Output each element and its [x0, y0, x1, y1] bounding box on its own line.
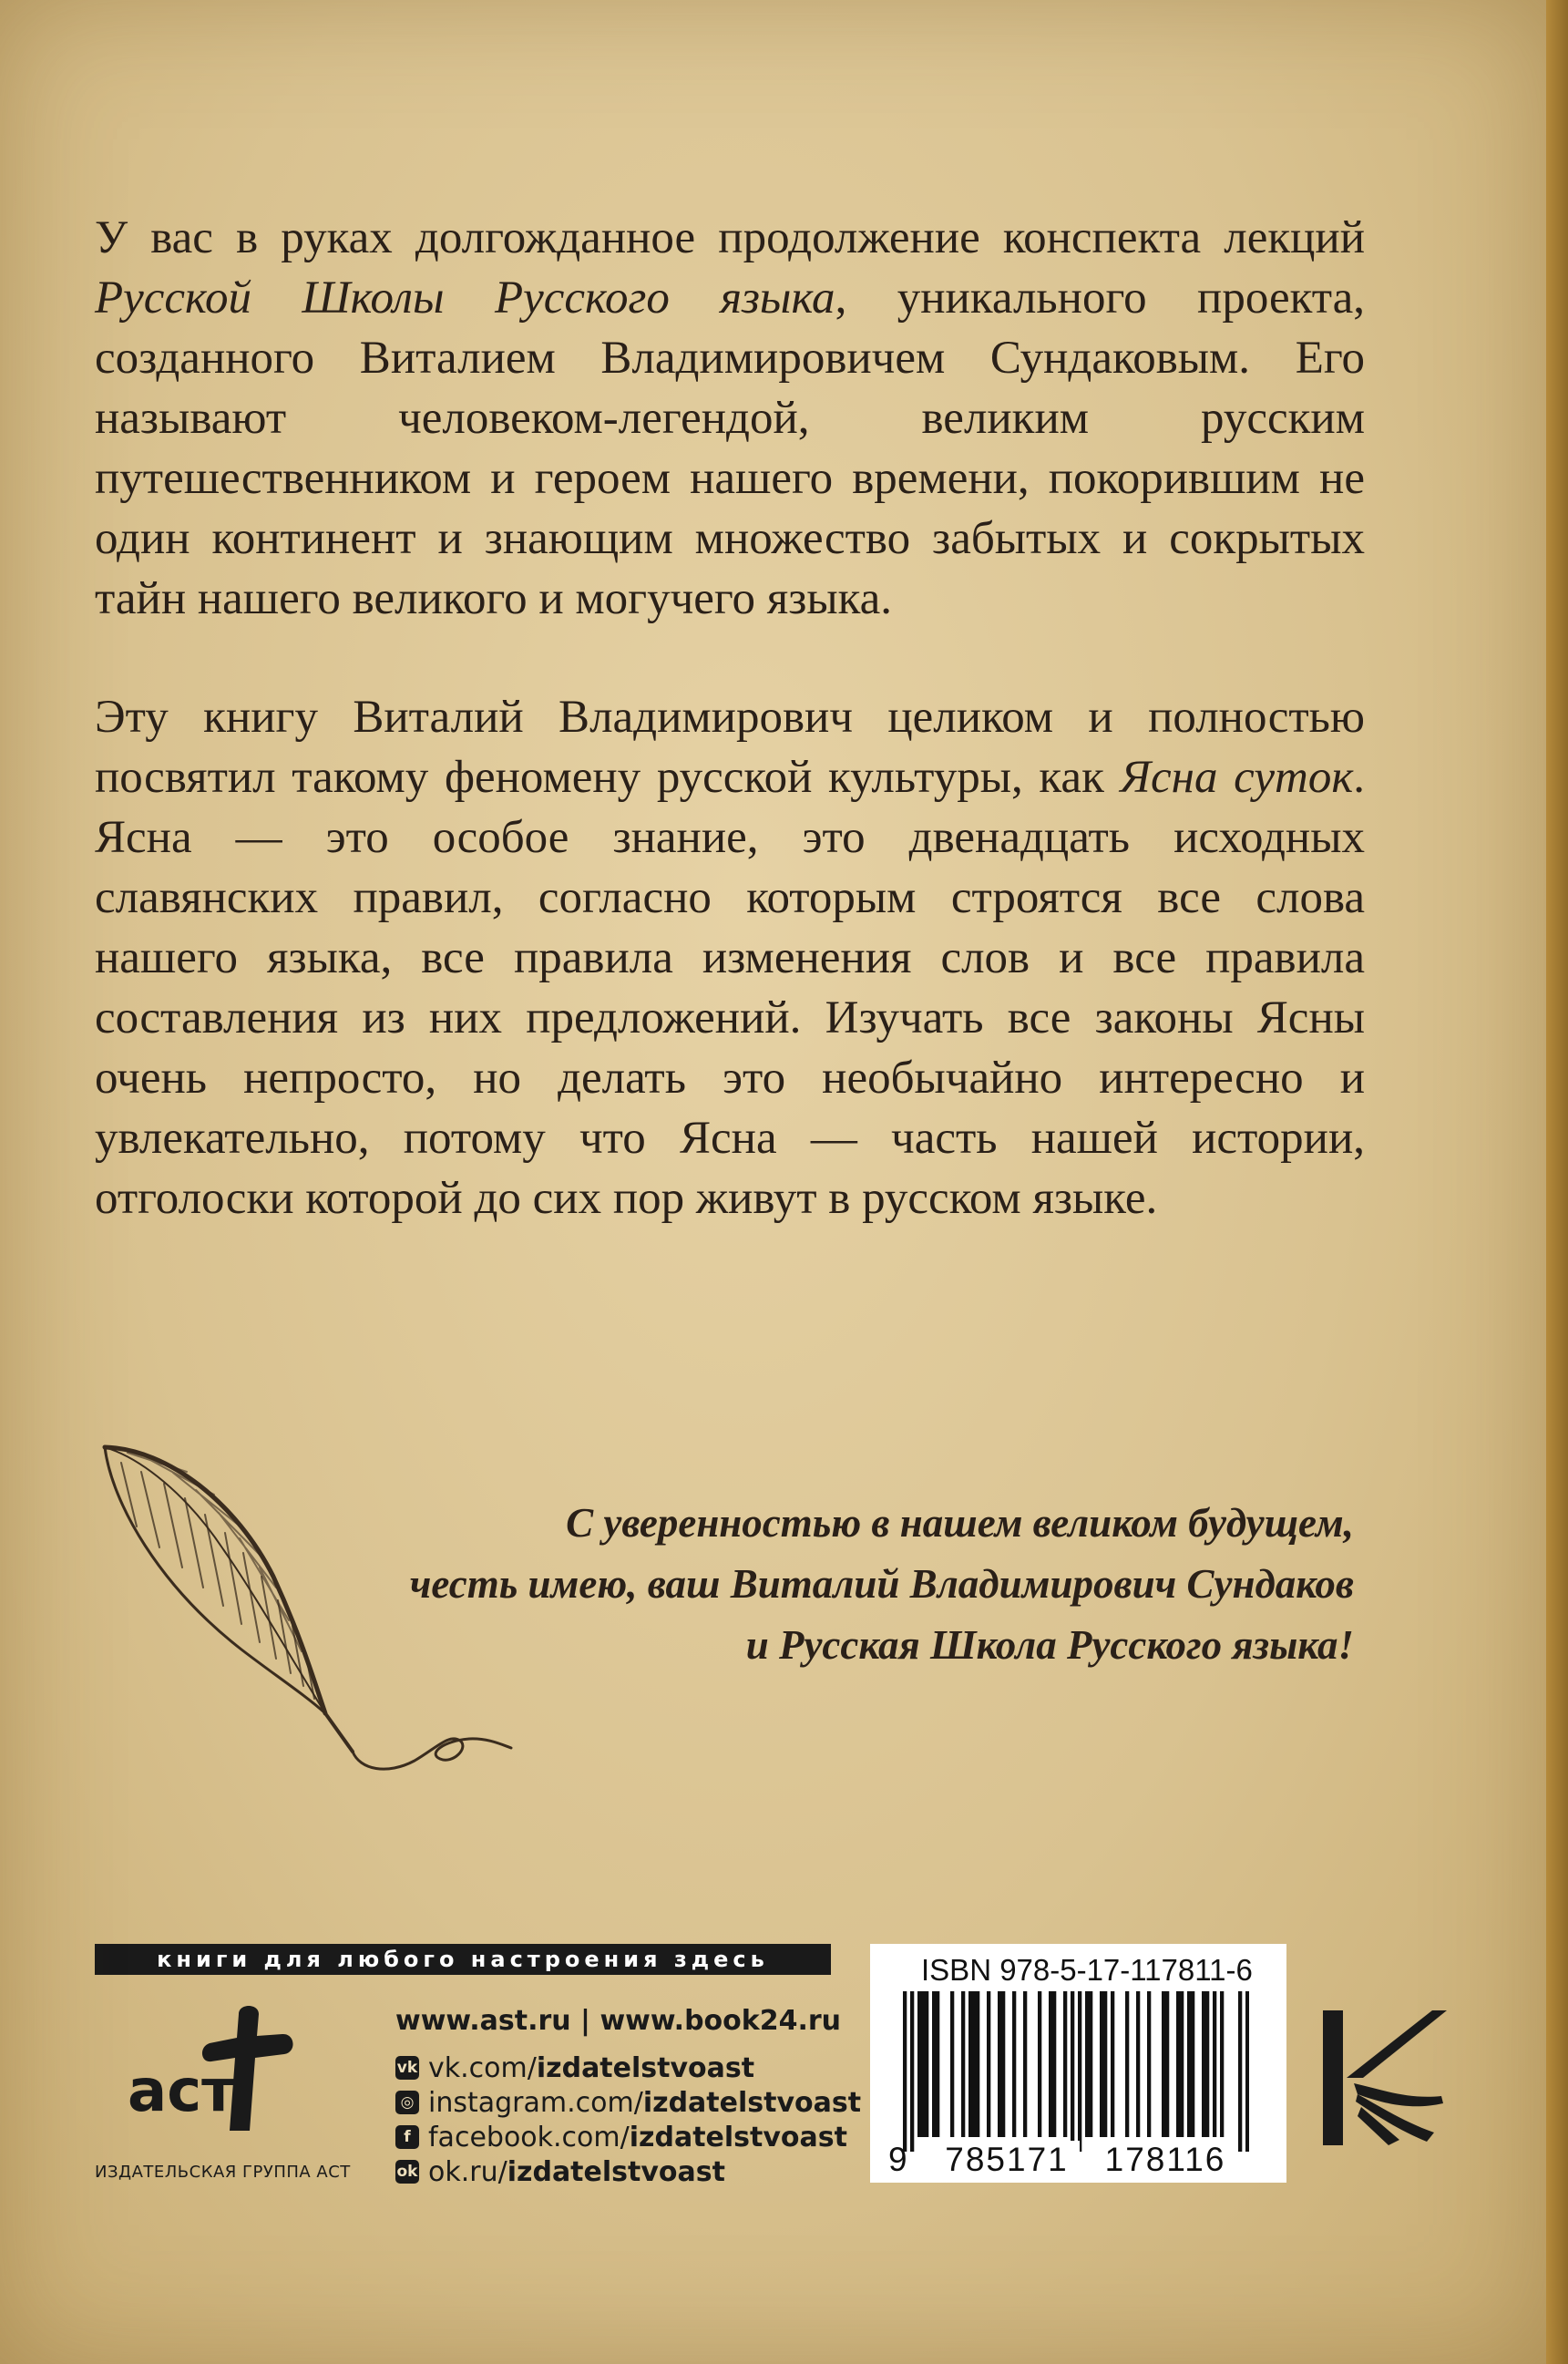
- instagram-icon: ◎: [395, 2091, 419, 2114]
- ok-icon: ok: [395, 2160, 419, 2184]
- barcode-bar: [1220, 1991, 1224, 2137]
- ast-logo-text: аст: [128, 2058, 236, 2125]
- barcode-icon: [903, 1991, 1249, 2152]
- ean-right-group: 178116: [1092, 2141, 1238, 2179]
- publisher-caption: ИЗДАТЕЛЬСКАЯ ГРУППА АСТ: [95, 2163, 351, 2182]
- barcode-bar: [987, 1991, 990, 2137]
- social-link-vk[interactable]: vk vk.com/ izdatelstvoast: [396, 2051, 755, 2084]
- barcode-bar: [1089, 1991, 1092, 2137]
- barcode-bar: [998, 1991, 1001, 2137]
- social-link-facebook[interactable]: f facebook.com/ izdatelstvoast: [395, 2120, 861, 2154]
- barcode-bar: [1176, 1991, 1180, 2137]
- barcode-bar: [903, 1991, 907, 2152]
- spine-edge: [1546, 0, 1568, 2364]
- barcode-bar: [1238, 1991, 1242, 2152]
- ean-first-digit: 9: [888, 2141, 907, 2178]
- ast-logo-icon: [122, 2005, 323, 2142]
- barcode-bar: [1162, 1991, 1165, 2137]
- barcode-bar: [1165, 1991, 1169, 2137]
- yasna-sutok-italic: Ясна суток: [1120, 752, 1354, 803]
- barcode-bar: [1147, 1991, 1151, 2137]
- barcode-bar: [1136, 1991, 1140, 2137]
- barcode-bar: [921, 1991, 925, 2137]
- barcode-bar: [1085, 1991, 1089, 2137]
- barcode-bar: [1023, 1991, 1027, 2137]
- author-signoff: С уверенностью в нашем великом будущем, честь имею, ваш Виталий Владимирович Сундаков и Русская Школа Русского языка!: [409, 1500, 1354, 1668]
- barcode-bar: [1205, 1991, 1209, 2137]
- barcode-bar: [950, 1991, 954, 2137]
- barcode-bar: [1078, 1991, 1081, 2152]
- barcode-bar: [1191, 1991, 1194, 2137]
- barcode-bar: [932, 1991, 936, 2137]
- barcode-bar: [1049, 1991, 1052, 2137]
- barcode-bar: [1213, 1991, 1216, 2137]
- barcode-bar: [1012, 1991, 1016, 2137]
- ean-left-group: 785171: [934, 2141, 1080, 2179]
- barcode-bar: [968, 1991, 972, 2137]
- barcode-bar: [961, 1991, 965, 2137]
- barcode-bar: [1125, 1991, 1129, 2137]
- publisher-websites[interactable]: www.ast.ru | www.book24.ru: [395, 2005, 842, 2037]
- barcode-bar: [910, 1991, 914, 2152]
- barcode-bar: [1100, 1991, 1103, 2137]
- barcode-bar: [1071, 1991, 1074, 2152]
- barcode-bar: [1103, 1991, 1107, 2137]
- k-publisher-logo-icon: [1316, 2005, 1452, 2151]
- barcode-bar: [1202, 1991, 1205, 2137]
- barcode-bar: [1111, 1991, 1114, 2137]
- barcode-bar: [1180, 1991, 1184, 2137]
- social-links: [395, 2051, 861, 2189]
- barcode-bar: [1038, 1991, 1041, 2137]
- facebook-icon: f: [395, 2125, 419, 2149]
- barcode-bar: [1187, 1991, 1191, 2137]
- barcode-bar: [1001, 1991, 1005, 2137]
- barcode-bar: [1245, 1991, 1249, 2152]
- social-link-ok[interactable]: ok ok.ru/ izdatelstvoast: [396, 2155, 725, 2188]
- isbn-number: ISBN 978-5-17-117811-6: [921, 1953, 1253, 1987]
- description-paragraph-2: Эту книгу Виталий Владимирович целиком и полностью посвятил такому феномену русской культуры, как Ясна суток. Ясна — это особое знание, это двенадцать исходных славянских правил, согласно которым строятся все слова нашего языка, все правила изменения слов и все правила составления из них предложений. Изучать все законы Ясны очень непросто, но делать это необычайно интересно и увлекательно, потому что Ясна — часть нашей истории, отголоски которой до сих пор живут в русском языке.: [95, 692, 1365, 1224]
- school-name-italic: Русской Школы Русского языка: [95, 272, 835, 324]
- barcode-bar: [1063, 1991, 1067, 2137]
- isbn-barcode-block: [870, 1944, 1286, 2183]
- barcode-bar: [936, 1991, 939, 2137]
- barcode-bar: [972, 1991, 976, 2137]
- vk-icon: vk: [395, 2056, 419, 2080]
- publisher-slogan: книги для любого настроения здесь: [95, 1944, 831, 1975]
- social-link-instagram[interactable]: ◎ instagram.com/ izdatelstvoast: [395, 2085, 861, 2120]
- barcode-bar: [1052, 1991, 1056, 2137]
- description-paragraph-1: У вас в руках долгожданное продолжение конспекта лекций Русской Школы Русского языка, уникального проекта, созданного Виталием Владимировичем Сундаковым. Его называют человеком-легендой, великим русским путешественником и героем нашего времени, покорившим не один континент и знающим множество забытых и сокрытых тайн нашего великого и могучего языка.: [95, 212, 1365, 624]
- barcode-bar: [976, 1991, 979, 2137]
- barcode-bar: [925, 1991, 928, 2137]
- barcode-bar: [917, 1991, 921, 2137]
